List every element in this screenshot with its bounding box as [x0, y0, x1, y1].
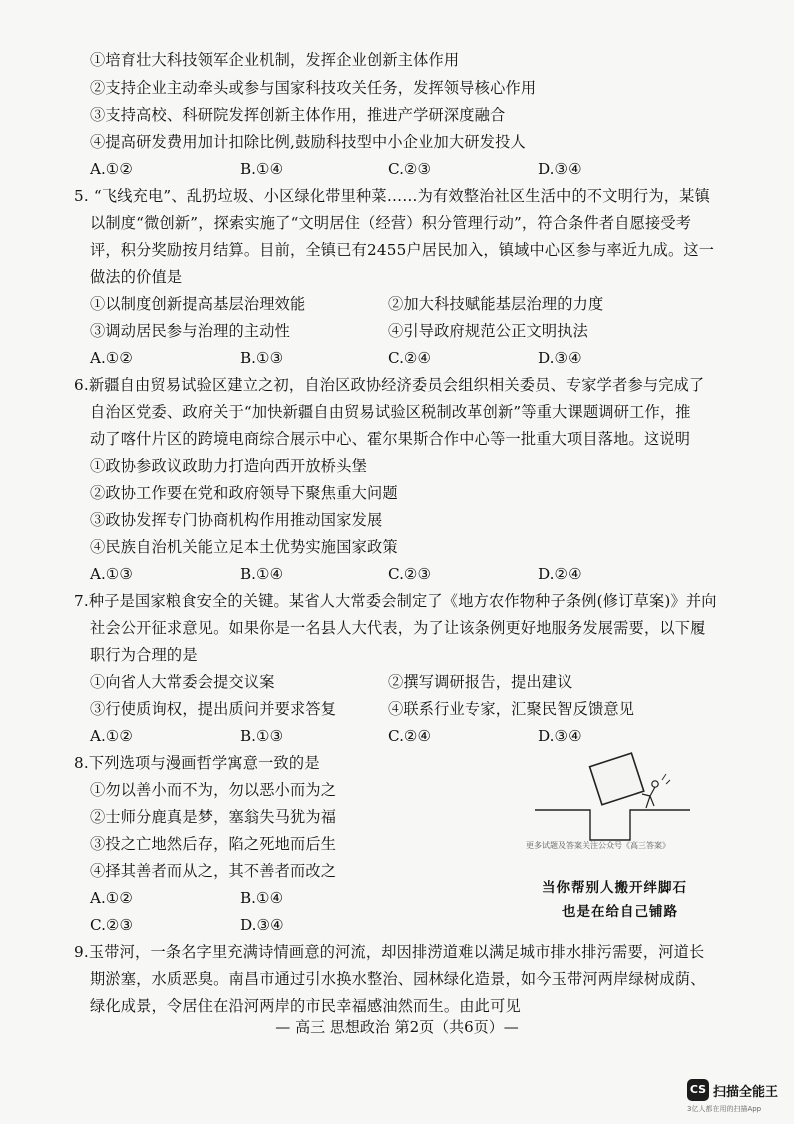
q6-item-4: ④民族自治机关能立足本土优势实施国家政策 — [90, 538, 398, 556]
q8-option-c: C.②③ — [90, 916, 134, 934]
q8-option-d: D.③④ — [240, 916, 284, 934]
q8-item-3: ③投之亡地然后存，陷之死地而后生 — [90, 835, 337, 853]
q4-item-2: ②支持企业主动牵头或参与国家科技攻关任务，发挥领导核心作用 — [90, 79, 537, 97]
scanner-logo — [687, 1077, 787, 1117]
scanner-logo-subtitle: 3亿人都在用的扫描App — [687, 1105, 762, 1113]
q9-stem-line-1: 9.玉带河，一条名字里充满诗情画意的河流，却因排涝道难以满足城市排水排污需要，河道长 — [74, 943, 705, 961]
q6-item-1: ①政协参政议政助力打造向西开放桥头堡 — [90, 457, 367, 475]
page-footer: — 高三 思想政治 第2页（共6页）— — [275, 1018, 519, 1036]
cartoon-caption-line-1: 当你帮别人搬开绊脚石 — [542, 880, 687, 896]
q7-item-2: ②撰写调研报告，提出建议 — [388, 673, 573, 691]
cartoon-illustration — [530, 750, 700, 850]
q4-item-1: ①培育壮大科技领军企业机制，发挥企业创新主体作用 — [90, 51, 460, 69]
q4-option-d: D.③④ — [538, 160, 582, 178]
watermark-text: 更多试题及答案关注公众号《高三答案》 — [526, 841, 670, 850]
q5-item-4: ④引导政府规范公正文明执法 — [388, 322, 589, 340]
scanner-logo-title: 扫描全能王 — [713, 1085, 779, 1100]
cartoon-caption-line-2: 也是在给自己铺路 — [562, 904, 678, 920]
q6-stem-line-3: 动了喀什片区的跨境电商综合展示中心、霍尔果斯合作中心等一批重大项目落地。这说明 — [90, 430, 691, 448]
q4-item-4: ④提高研发费用加计扣除比例,鼓励科技型中小企业加大研发投人 — [90, 133, 526, 151]
q7-item-3: ③行使质询权，提出质问并要求答复 — [90, 700, 337, 718]
q6-option-a: A.①③ — [90, 565, 134, 583]
q7-stem-line-3: 职行为合理的是 — [90, 646, 198, 664]
q7-item-1: ①向省人大常委会提交议案 — [90, 673, 275, 691]
q7-option-c: C.②④ — [388, 727, 432, 745]
q8-item-2: ②士师分鹿真是梦，塞翁失马犹为福 — [90, 808, 337, 826]
q9-stem-line-3: 绿化成景，令居住在沿河两岸的市民幸福感油然而生。由此可见 — [90, 997, 521, 1015]
q6-item-2: ②政协工作要在党和政府领导下聚焦重大问题 — [90, 484, 398, 502]
q5-item-2: ②加大科技赋能基层治理的力度 — [388, 295, 604, 313]
q6-stem-line-2: 自治区党委、政府关于“加快新疆自由贸易试验区税制改革创新”等重大课题调研工作，推 — [90, 403, 691, 421]
q4-option-b: B.①④ — [240, 160, 284, 178]
q5-option-c: C.②④ — [388, 349, 432, 367]
q8-option-a: A.①② — [90, 889, 134, 907]
q5-stem-line-2: 以制度“微创新”，探索实施了“文明居住（经营）积分管理行动”，符合条件者自愿接受考 — [90, 214, 692, 232]
q5-stem-line-4: 做法的价值是 — [90, 268, 183, 286]
q6-stem-line-1: 6.新疆自由贸易试验区建立之初，自治区政协经济委员会组织相关委员、专家学者参与完成了 — [74, 376, 705, 394]
q7-option-b: B.①③ — [240, 727, 284, 745]
q5-option-d: D.③④ — [538, 349, 582, 367]
q7-stem-line-1: 7.种子是国家粮食安全的关键。某省人大常委会制定了《地方农作物种子条例(修订草案)》并向 — [74, 592, 717, 610]
q4-item-3: ③支持高校、科研院发挥创新主体作用，推进产学研深度融合 — [90, 106, 506, 124]
q7-item-4: ④联系行业专家，汇聚民智反馈意见 — [388, 700, 635, 718]
q6-option-d: D.②④ — [538, 565, 582, 583]
q5-stem-line-3: 评，积分奖励按月结算。目前，全镇已有2455户居民加入，镇域中心区参与率近九成。这一 — [90, 241, 715, 259]
q6-item-3: ③政协发挥专门协商机构作用推动国家发展 — [90, 511, 383, 529]
scanner-logo-icon: CS — [687, 1079, 709, 1101]
q8-stem: 8.下列选项与漫画哲学寓意一致的是 — [74, 754, 320, 772]
q4-option-c: C.②③ — [388, 160, 432, 178]
q5-option-b: B.①③ — [240, 349, 284, 367]
q5-option-a: A.①② — [90, 349, 134, 367]
q6-option-b: B.①④ — [240, 565, 284, 583]
q5-item-1: ①以制度创新提高基层治理效能 — [90, 295, 306, 313]
q7-option-a: A.①② — [90, 727, 134, 745]
q4-option-a: A.①② — [90, 160, 134, 178]
q5-item-3: ③调动居民参与治理的主动性 — [90, 322, 291, 340]
q5-stem-line-1: 5. “飞线充电”、乱扔垃圾、小区绿化带里种菜……为有效整治社区生活中的不文明行为，某镇 — [74, 187, 710, 205]
q9-stem-line-2: 期淤塞，水质恶臭。南昌市通过引水换水整治、园林绿化造景，如今玉带河两岸绿树成荫、 — [90, 970, 706, 988]
q7-option-d: D.③④ — [538, 727, 582, 745]
q8-option-b: B.①④ — [240, 889, 284, 907]
q8-item-1: ①勿以善小而不为，勿以恶小而为之 — [90, 781, 337, 799]
q8-item-4: ④择其善者而从之，其不善者而改之 — [90, 862, 337, 880]
q6-option-c: C.②③ — [388, 565, 432, 583]
q7-stem-line-2: 社会公开征求意见。如果你是一名县人大代表，为了让该条例更好地服务发展需要，以下履 — [90, 619, 706, 637]
